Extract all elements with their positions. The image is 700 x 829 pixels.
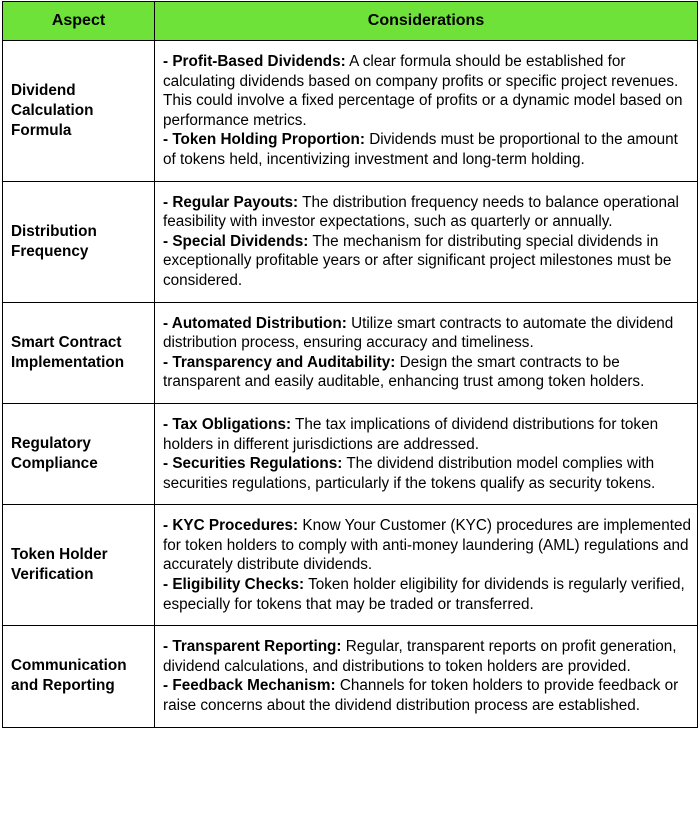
consideration-item [163, 353, 691, 392]
consideration-text: The tax implications of dividend distributions for token holders in different jurisdictions are addressed. [163, 415, 659, 453]
aspect-column-header: Aspect [3, 2, 155, 41]
table-header-row [3, 2, 698, 41]
consideration-item [163, 454, 691, 493]
considerations-cell [155, 41, 698, 182]
consideration-item [163, 415, 691, 454]
consideration-item [163, 130, 691, 169]
consideration-text: The distribution frequency needs to balance operational feasibility with investor expectations, such as quarterly or annually. [163, 193, 679, 231]
consideration-title: - Regular Payouts: [163, 193, 299, 211]
table-row [3, 41, 698, 182]
dividend-considerations-table [2, 1, 698, 728]
table-row [3, 302, 698, 403]
consideration-title: - Special Dividends: [163, 232, 309, 250]
consideration-item [163, 314, 691, 353]
considerations-cell [155, 505, 698, 626]
consideration-text: Utilize smart contracts to automate the dividend distribution process, ensuring accuracy and timeliness. [163, 314, 674, 352]
consideration-title: - Tax Obligations: [163, 415, 292, 433]
consideration-title: - Automated Distribution: [163, 314, 347, 332]
consideration-item [163, 52, 691, 130]
consideration-title: - Securities Regulations: [163, 455, 343, 473]
aspect-cell: Dividend Calculation Formula [3, 41, 155, 182]
consideration-title: - Eligibility Checks: [163, 576, 305, 594]
consideration-item [163, 193, 691, 232]
consideration-title: - Feedback Mechanism: [163, 677, 336, 695]
consideration-text: The mechanism for distributing special dividends in exceptionally profitable years or after significant project milestones must be considered. [163, 232, 672, 289]
consideration-item [163, 232, 691, 291]
consideration-title: - Token Holding Proportion: [163, 131, 365, 149]
considerations-cell [155, 302, 698, 403]
considerations-cell [155, 626, 698, 727]
table-row [3, 626, 698, 727]
consideration-title: - KYC Procedures: [163, 517, 299, 535]
aspect-cell: Communication and Reporting [3, 626, 155, 727]
consideration-text: A clear formula should be established for calculating dividends based on company profits or specific project revenues. This could involve a fixed percentage of profits or a dynamic model based on performance metrics. [163, 53, 683, 129]
consideration-item [163, 575, 691, 614]
consideration-text: The dividend distribution model complies with securities regulations, particularly if the tokens qualify as security tokens. [163, 455, 656, 492]
consideration-title: - Profit-Based Dividends: [163, 53, 346, 70]
consideration-item [163, 516, 691, 575]
aspect-cell: Smart Contract Implementation [3, 302, 155, 403]
considerations-column-header: Considerations [155, 2, 698, 41]
consideration-title: - Transparent Reporting: [163, 638, 342, 656]
consideration-text: Regular, transparent reports on profit generation, dividend calculations, and distributions to token holders are provided. [163, 638, 677, 675]
consideration-text: Channels for token holders to provide feedback or raise concerns about the dividend distribution process are established. [163, 677, 679, 715]
table-row [3, 181, 698, 302]
consideration-text: Design the smart contracts to be transparent and easily auditable, enhancing trust among token holders. [163, 353, 645, 391]
consideration-text: Dividends must be proportional to the amount of tokens held, incentivizing investment and long-term holding. [163, 131, 678, 168]
consideration-item [163, 637, 691, 676]
considerations-cell [155, 403, 698, 504]
table-row [3, 505, 698, 626]
consideration-text: Token holder eligibility for dividends is regularly verified, especially for tokens that may be traded or transferred. [163, 576, 685, 613]
aspect-cell: Distribution Frequency [3, 181, 155, 302]
consideration-item [163, 676, 691, 715]
table-row [3, 403, 698, 504]
aspect-cell: Regulatory Compliance [3, 403, 155, 504]
considerations-cell [155, 181, 698, 302]
aspect-cell: Token Holder Verification [3, 505, 155, 626]
consideration-title: - Transparency and Auditability: [163, 353, 396, 371]
consideration-text: Know Your Customer (KYC) procedures are implemented for token holders to comply with anti-money laundering (AML) regulations and accurately distribute dividends. [163, 517, 691, 574]
